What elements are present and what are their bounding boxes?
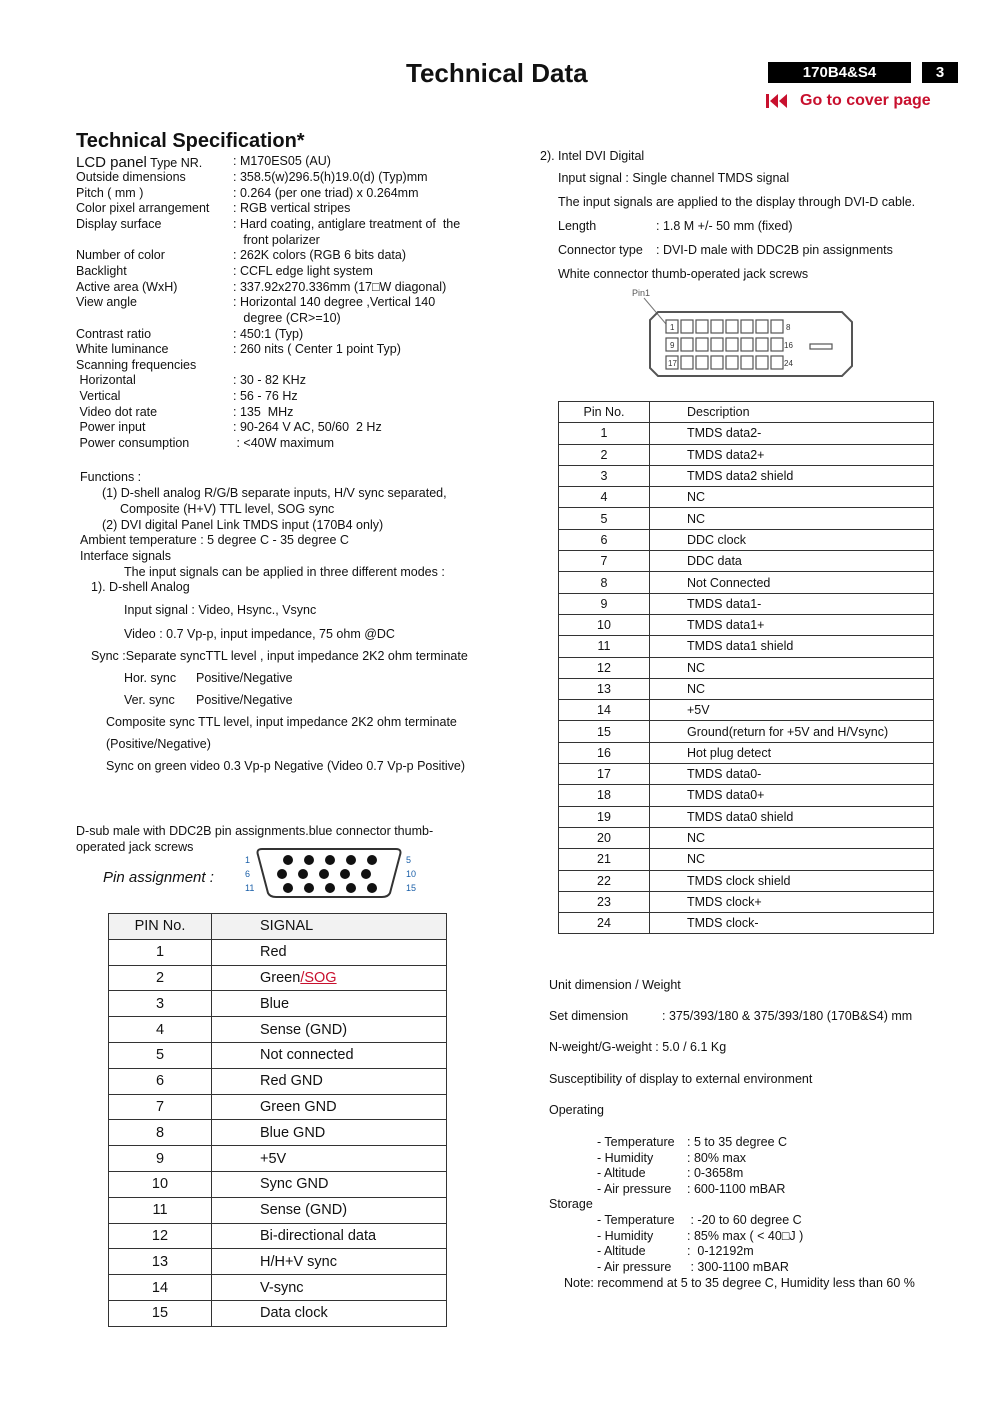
- dvi-pin: [696, 356, 708, 369]
- dvi-pin: [741, 356, 753, 369]
- signal-cell: Red: [212, 939, 447, 965]
- pin-number-cell: 15: [559, 721, 650, 742]
- spec-label: Color pixel arrangement: [76, 201, 210, 216]
- signal-cell: V-sync: [212, 1275, 447, 1301]
- pin-number-cell: 24: [559, 913, 650, 934]
- description-cell: TMDS clock-: [650, 913, 934, 934]
- spec-row: [76, 373, 496, 388]
- signal-cell: Green/SOG: [212, 965, 447, 991]
- pin-number-cell: 12: [559, 657, 650, 678]
- pin-number-cell: 2: [559, 444, 650, 465]
- input-signal-analog: Input signal : Video, Hsync., Vsync: [124, 603, 317, 617]
- dsub-description-1: D-sub male with DDC2B pin assignments.blue connector thumb-: [76, 824, 434, 838]
- description-cell: NC: [650, 849, 934, 870]
- spec-value: : 262K colors (RGB 6 bits data): [233, 248, 406, 263]
- spec-label: Display surface: [76, 216, 162, 231]
- spec-row: [76, 405, 496, 420]
- signal-cell: Green GND: [212, 1094, 447, 1120]
- pin-number-cell: 21: [559, 849, 650, 870]
- column-header-signal: SIGNAL: [212, 914, 447, 940]
- pin-number-cell: 5: [559, 508, 650, 529]
- operating-title: Operating: [549, 1103, 604, 1117]
- dvi-num-1: 1: [670, 323, 675, 332]
- pin-number-cell: 14: [559, 700, 650, 721]
- spec-row: [76, 264, 496, 279]
- pin-number-cell: 8: [559, 572, 650, 593]
- pin-number-cell: 13: [559, 678, 650, 699]
- description-cell: NC: [650, 487, 934, 508]
- positive-negative: (Positive/Negative): [106, 737, 211, 751]
- lcd-panel-label: LCD panel: [76, 154, 147, 171]
- pin-number-cell: 9: [559, 593, 650, 614]
- table-row: [109, 1197, 447, 1223]
- pin-number-cell: 6: [109, 1068, 212, 1094]
- unit-title: Unit dimension / Weight: [549, 978, 681, 992]
- description-cell: TMDS data1 shield: [650, 636, 934, 657]
- table-row: [109, 965, 447, 991]
- environment-label: - Humidity: [597, 1150, 654, 1165]
- table-row: [559, 721, 934, 742]
- dvi-connector-label: Connector type: [558, 243, 643, 257]
- spec-row: [76, 248, 496, 263]
- pin-number-cell: 5: [109, 1042, 212, 1068]
- description-cell: TMDS data0-: [650, 764, 934, 785]
- sync-on-green: Sync on green video 0.3 Vp-p Negative (Video 0.7 Vp-p Positive): [106, 759, 466, 773]
- dsub-label-10: 10: [406, 869, 417, 879]
- description-cell: NC: [650, 508, 934, 529]
- dsub-label-15: 15: [406, 883, 417, 893]
- table-row: [559, 636, 934, 657]
- environment-note: Note: recommend at 5 to 35 degree C, Humidity less than 60 %: [564, 1276, 915, 1290]
- dvi-pin: [711, 338, 723, 351]
- environment-label: - Air pressure: [597, 1181, 672, 1196]
- dvi-applied: The input signals are applied to the display through DVI-D cable.: [558, 195, 916, 209]
- lcd-type-label: Type NR.: [150, 156, 203, 170]
- go-to-cover-link[interactable]: [766, 92, 931, 110]
- table-row: [559, 487, 934, 508]
- description-cell: NC: [650, 827, 934, 848]
- spec-label: White luminance: [76, 342, 169, 357]
- spec-label: Outside dimensions: [76, 170, 186, 184]
- dvi-pin: [711, 320, 723, 333]
- table-row: [559, 806, 934, 827]
- table-row: [559, 657, 934, 678]
- weight: N-weight/G-weight : 5.0 / 6.1 Kg: [549, 1040, 727, 1054]
- pin-number-cell: 11: [109, 1197, 212, 1223]
- table-row: [559, 913, 934, 934]
- spec-row: [76, 420, 496, 435]
- spec-row: [76, 358, 496, 373]
- spec-label: Vertical: [76, 389, 121, 404]
- table-row: [109, 1068, 447, 1094]
- signal-cell: Sync GND: [212, 1171, 447, 1197]
- environment-label: - Temperature: [597, 1135, 675, 1149]
- table-header-row: [559, 402, 934, 423]
- signal-cell: Not connected: [212, 1042, 447, 1068]
- spec-label: View angle: [76, 295, 137, 310]
- signal-cell: Red GND: [212, 1068, 447, 1094]
- spec-value: : 56 - 76 Hz: [233, 389, 298, 404]
- table-row: [109, 1171, 447, 1197]
- function-2: (2) DVI digital Panel Link TMDS input (170B4 only): [102, 518, 384, 532]
- dvi-pin: [726, 338, 738, 351]
- description-cell: TMDS data2 shield: [650, 465, 934, 486]
- pin-number-cell: 1: [559, 423, 650, 444]
- spec-row: [76, 233, 496, 248]
- column-header-description: Description: [650, 402, 934, 423]
- pin-number-cell: 11: [559, 636, 650, 657]
- environment-value: : 85% max ( < 40□J ): [687, 1228, 804, 1243]
- description-cell: TMDS clock shield: [650, 870, 934, 891]
- table-row: [559, 529, 934, 550]
- table-row: [559, 742, 934, 763]
- spec-label: Contrast ratio: [76, 326, 152, 341]
- dsub-label-11: 11: [245, 883, 255, 893]
- dsub-label-6: 6: [245, 869, 251, 879]
- dvi-pin-table: [558, 401, 934, 934]
- table-row: [109, 1094, 447, 1120]
- dvi-pin: [756, 338, 768, 351]
- signal-cell: +5V: [212, 1146, 447, 1172]
- spec-value: : 135 MHz: [233, 404, 294, 419]
- table-row: [109, 1300, 447, 1326]
- interface-signals: Interface signals: [80, 549, 172, 563]
- table-row: [109, 1249, 447, 1275]
- pin-number-cell: 13: [109, 1249, 212, 1275]
- description-cell: TMDS data2-: [650, 423, 934, 444]
- dvi-title: 2). Intel DVI Digital: [540, 149, 645, 163]
- dvi-pin: [741, 320, 753, 333]
- pin-number-cell: 20: [559, 827, 650, 848]
- dvi-pin: [756, 356, 768, 369]
- dvi-length-label: Length: [558, 219, 597, 233]
- environment-label: - Humidity: [597, 1228, 654, 1243]
- spec-label: Video dot rate: [76, 404, 158, 419]
- pin-number-cell: 23: [559, 891, 650, 912]
- function-1: (1) D-shell analog R/G/B separate inputs, H/V sync separated,: [102, 486, 447, 500]
- spec-value: : Horizontal 140 degree ,Vertical 140: [233, 295, 436, 310]
- table-row: [559, 593, 934, 614]
- functions-title: Functions :: [80, 470, 142, 484]
- video-spec: Video : 0.7 Vp-p, input impedance, 75 ohm @DC: [124, 627, 395, 641]
- spec-value: : 0.264 (per one triad) x 0.264mm: [233, 185, 419, 200]
- spec-row: [76, 280, 496, 295]
- dvi-num-9: 9: [670, 341, 675, 350]
- environment-value: : 0-3658m: [687, 1166, 744, 1181]
- description-cell: TMDS data0 shield: [650, 806, 934, 827]
- page-title: Technical Data: [406, 58, 588, 88]
- description-cell: TMDS data2+: [650, 444, 934, 465]
- dvi-pin: [726, 356, 738, 369]
- pin-number-cell: 7: [109, 1094, 212, 1120]
- dvi-pin: [726, 320, 738, 333]
- dvi-num-17: 17: [668, 359, 677, 368]
- spec-label: Number of color: [76, 248, 165, 263]
- spec-value: : 90-264 V AC, 50/60 2 Hz: [233, 420, 382, 435]
- hor-sync-label: Hor. sync: [124, 671, 177, 685]
- table-row: [559, 508, 934, 529]
- signal-cell: Sense (GND): [212, 1017, 447, 1043]
- table-row: [109, 1042, 447, 1068]
- description-cell: NC: [650, 657, 934, 678]
- environment-value: : 80% max: [687, 1150, 747, 1165]
- spec-label: Horizontal: [76, 373, 136, 388]
- pin-number-cell: 2: [109, 965, 212, 991]
- pin-number-cell: 14: [109, 1275, 212, 1301]
- environment-value: : 600-1100 mBAR: [687, 1181, 786, 1196]
- pin-number-cell: 8: [109, 1120, 212, 1146]
- dvi-pin: [741, 338, 753, 351]
- dsub-label-1: 1: [245, 855, 251, 865]
- spec-value: : CCFL edge light system: [233, 263, 373, 278]
- spec-value: : 358.5(w)296.5(h)19.0(d) (Typ)mm: [233, 170, 428, 184]
- modes-text: The input signals can be applied in three different modes :: [124, 565, 445, 579]
- description-cell: TMDS data0+: [650, 785, 934, 806]
- signal-cell: H/H+V sync: [212, 1249, 447, 1275]
- dvi-pin: [771, 338, 783, 351]
- spec-row: [76, 436, 496, 451]
- table-row: [559, 614, 934, 635]
- dvi-pin: [681, 338, 693, 351]
- table-row: [559, 764, 934, 785]
- table-row: [559, 891, 934, 912]
- pin-number-cell: 7: [559, 551, 650, 572]
- table-row: [109, 939, 447, 965]
- dshell-analog: 1). D-shell Analog: [91, 580, 190, 594]
- table-row: [559, 444, 934, 465]
- signal-cell: Bi-directional data: [212, 1223, 447, 1249]
- environment-label: - Altitude: [597, 1166, 646, 1181]
- table-row: [559, 870, 934, 891]
- pin-number-cell: 4: [559, 487, 650, 508]
- column-header-pin: Pin No.: [559, 402, 650, 423]
- dvi-white-connector: White connector thumb-operated jack screws: [558, 267, 809, 281]
- sync-spec: Sync :Separate syncTTL level , input impedance 2K2 ohm terminate: [91, 649, 468, 663]
- pin-number-cell: 17: [559, 764, 650, 785]
- ver-sync-value: Positive/Negative: [196, 693, 293, 707]
- description-cell: TMDS data1-: [650, 593, 934, 614]
- spec-row: [76, 389, 496, 404]
- dvi-pin: [711, 356, 723, 369]
- dvi-pin: [696, 320, 708, 333]
- table-row: [559, 465, 934, 486]
- signal-cell: Blue GND: [212, 1120, 447, 1146]
- spec-row: [76, 217, 496, 232]
- dvi-length-value: : 1.8 M +/- 50 mm (fixed): [656, 219, 793, 233]
- spec-label: Backlight: [76, 263, 127, 278]
- spec-value: : <40W maximum: [233, 436, 335, 451]
- pin-number-cell: 3: [559, 465, 650, 486]
- description-cell: +5V: [650, 700, 934, 721]
- dsub-pin-table: [108, 913, 447, 1327]
- dsub-label-5: 5: [406, 855, 412, 865]
- spec-value: : 260 nits ( Center 1 point Typ): [233, 342, 401, 357]
- table-row: [559, 572, 934, 593]
- table-row: [109, 1146, 447, 1172]
- signal-cell: Blue: [212, 991, 447, 1017]
- table-row: [559, 849, 934, 870]
- spec-row: [76, 327, 496, 342]
- spec-value: front polarizer: [233, 232, 320, 247]
- spec-heading: Technical Specification*: [76, 130, 305, 152]
- description-cell: DDC clock: [650, 529, 934, 550]
- table-row: [109, 1120, 447, 1146]
- table-row: [109, 1017, 447, 1043]
- spec-label: Scanning frequencies: [76, 357, 197, 372]
- environment-label: - Air pressure: [597, 1259, 672, 1274]
- environment-value: : 300-1100 mBAR: [687, 1259, 789, 1274]
- spec-row: [76, 186, 496, 201]
- environment-value: : -20 to 60 degree C: [687, 1213, 802, 1227]
- go-to-cover-label[interactable]: Go to cover page: [800, 92, 931, 109]
- environment-label: - Altitude: [597, 1244, 646, 1259]
- skip-back-icon: [766, 93, 790, 109]
- signal-cell: Sense (GND): [212, 1197, 447, 1223]
- pin-number-cell: 3: [109, 991, 212, 1017]
- environment-label: - Temperature: [597, 1213, 675, 1227]
- environment-value: : 0-12192m: [687, 1244, 754, 1259]
- pin-number-cell: 4: [109, 1017, 212, 1043]
- pin-number-cell: 10: [559, 614, 650, 635]
- dvi-num-16: 16: [784, 341, 793, 350]
- spec-row: [76, 311, 496, 326]
- dsub-description-2: operated jack screws: [76, 840, 194, 854]
- table-row: [559, 827, 934, 848]
- spec-label: Active area (WxH): [76, 279, 178, 294]
- table-row: [109, 991, 447, 1017]
- composite-sync: Composite sync TTL level, input impedance 2K2 ohm terminate: [106, 715, 457, 729]
- pin-number-cell: 1: [109, 939, 212, 965]
- ambient-temperature: Ambient temperature : 5 degree C - 35 degree C: [80, 533, 349, 547]
- signal-cell: Data clock: [212, 1300, 447, 1326]
- description-cell: DDC data: [650, 551, 934, 572]
- description-cell: Not Connected: [650, 572, 934, 593]
- spec-row: [76, 170, 496, 185]
- lcd-type-value: : M170ES05 (AU): [233, 154, 331, 168]
- dvi-pin: [771, 356, 783, 369]
- dvi-pin: [681, 320, 693, 333]
- storage-title: Storage: [549, 1197, 593, 1211]
- spec-label: Pitch ( mm ): [76, 185, 144, 200]
- dvi-connector-diagram: [630, 286, 856, 380]
- table-row: [559, 678, 934, 699]
- table-row: [559, 551, 934, 572]
- description-cell: TMDS data1+: [650, 614, 934, 635]
- pin-number-cell: 19: [559, 806, 650, 827]
- spec-row-lcd: [76, 154, 331, 171]
- spec-row: [76, 342, 496, 357]
- dvi-num-24: 24: [784, 359, 793, 368]
- ver-sync-label: Ver. sync: [124, 693, 175, 707]
- spec-row: [76, 201, 496, 216]
- spec-row: [76, 295, 496, 310]
- table-row: [109, 1223, 447, 1249]
- spec-value: : 337.92x270.336mm (17□W diagonal): [233, 279, 447, 294]
- page-number: 3: [922, 62, 958, 83]
- dsub-connector-diagram: [244, 845, 424, 901]
- pin-number-cell: 22: [559, 870, 650, 891]
- pin-number-cell: 16: [559, 742, 650, 763]
- table-row: [559, 700, 934, 721]
- spec-value: : RGB vertical stripes: [233, 201, 351, 216]
- dvi-input-signal: Input signal : Single channel TMDS signal: [558, 171, 790, 185]
- environment-value: : 5 to 35 degree C: [687, 1135, 788, 1149]
- dvi-num-8: 8: [786, 323, 791, 332]
- pin-number-cell: 10: [109, 1171, 212, 1197]
- table-header-row: [109, 914, 447, 940]
- pin-number-cell: 12: [109, 1223, 212, 1249]
- column-header-pin: PIN No.: [109, 914, 212, 940]
- dvi-pin: [771, 320, 783, 333]
- susceptibility: Susceptibility of display to external environment: [549, 1072, 813, 1086]
- pin-number-cell: 9: [109, 1146, 212, 1172]
- description-cell: NC: [650, 678, 934, 699]
- dvi-pin: [696, 338, 708, 351]
- description-cell: Ground(return for +5V and H/Vsync): [650, 721, 934, 742]
- spec-value: : 30 - 82 KHz: [233, 373, 306, 388]
- pin-number-cell: 18: [559, 785, 650, 806]
- set-dimension-label: Set dimension: [549, 1009, 629, 1023]
- table-row: [109, 1275, 447, 1301]
- spec-label: Power input: [76, 420, 146, 435]
- spec-value: : 450:1 (Typ): [233, 326, 304, 341]
- spec-value: degree (CR>=10): [233, 310, 341, 325]
- hor-sync-value: Positive/Negative: [196, 671, 293, 685]
- model-badge: 170B4&S4: [768, 62, 911, 83]
- spec-label: Power consumption: [76, 436, 190, 451]
- dvi-pin: [681, 356, 693, 369]
- dvi-connector-value: : DVI-D male with DDC2B pin assignments: [656, 243, 893, 257]
- dvi-pin1-label: Pin1: [632, 288, 651, 298]
- description-cell: TMDS clock+: [650, 891, 934, 912]
- dvi-pin: [756, 320, 768, 333]
- function-1b: Composite (H+V) TTL level, SOG sync: [120, 502, 335, 516]
- pin-number-cell: 15: [109, 1300, 212, 1326]
- pin-number-cell: 6: [559, 529, 650, 550]
- spec-value: : Hard coating, antiglare treatment of the: [233, 216, 461, 231]
- set-dimension-value: : 375/393/180 & 375/393/180 (170B&S4) mm: [662, 1009, 913, 1023]
- pin-assignment-label: Pin assignment :: [103, 869, 214, 886]
- description-cell: Hot plug detect: [650, 742, 934, 763]
- table-row: [559, 423, 934, 444]
- table-row: [559, 785, 934, 806]
